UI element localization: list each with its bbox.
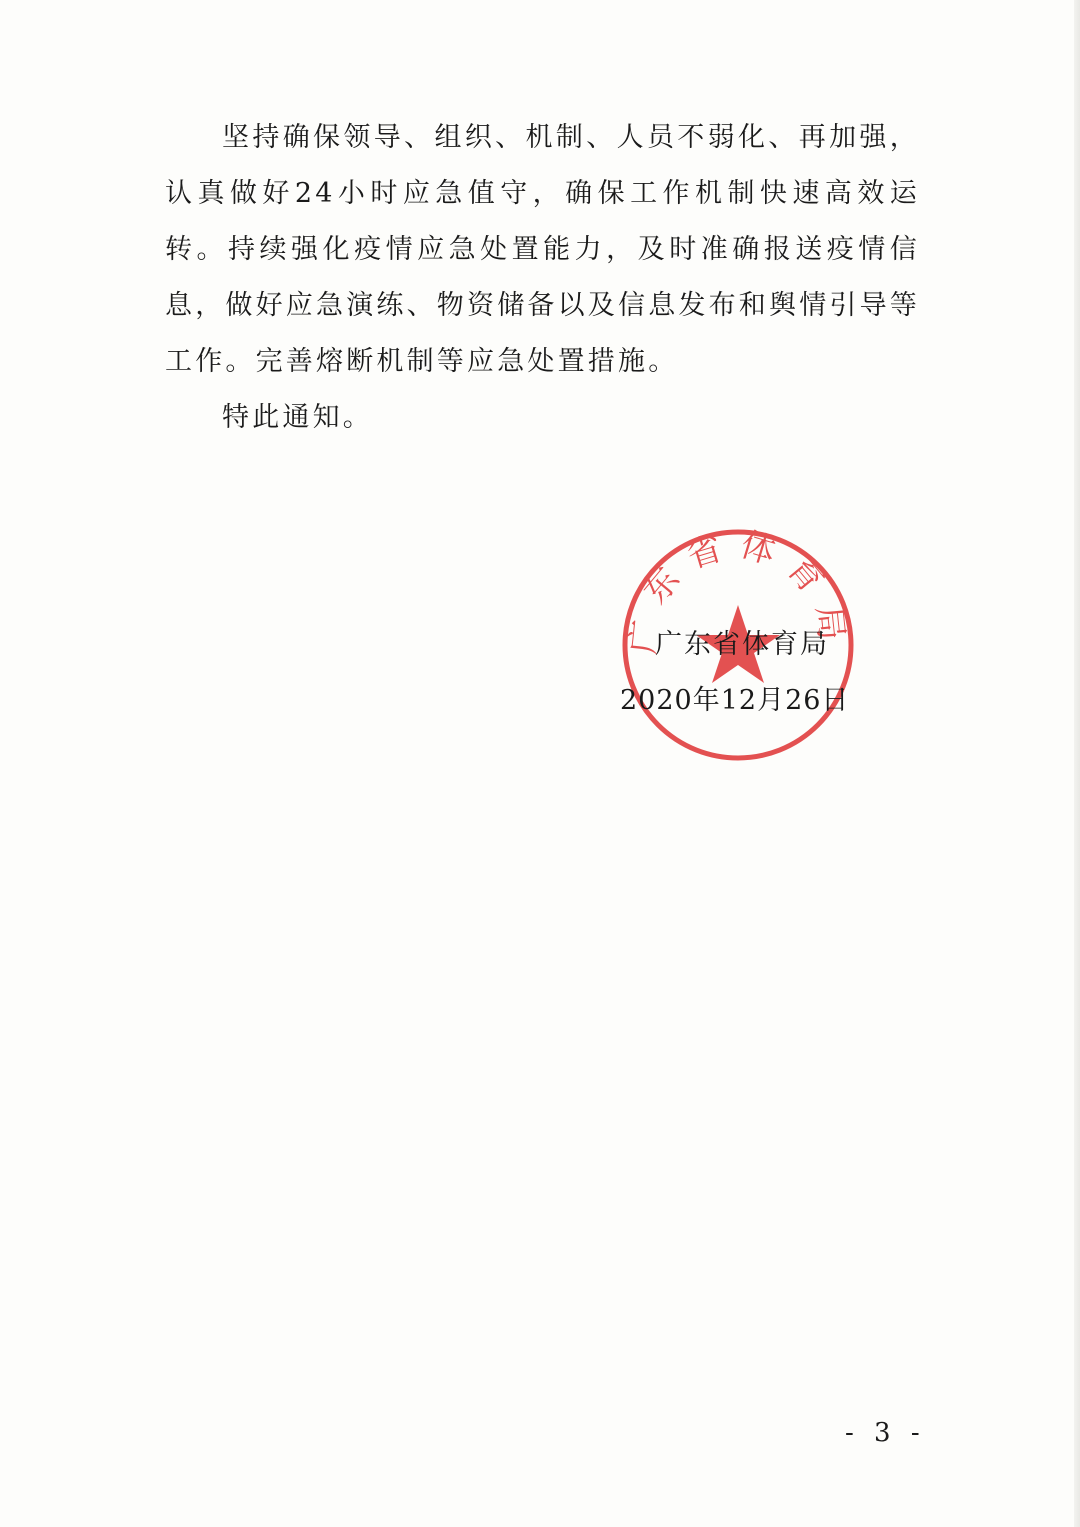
seal-text: 广东省体育局 xyxy=(623,525,853,656)
signature-date: 2020年12月26日 xyxy=(620,685,850,716)
signature-organization: 广东省体育局 xyxy=(655,629,829,660)
page-number: - 3 - xyxy=(845,1418,926,1448)
body-paragraph: 坚持确保领导、组织、机制、人员不弱化、再加强，认真做好24小时应急值守，确保工作机制快速高效运转。持续强化疫情应急处置能力，及时准确报送疫情信息，做好应急演练、物资储备以及信息发布和舆情引导等工作。完善熔断机制等应急处置措施。 xyxy=(165,122,920,377)
scan-edge-shadow xyxy=(1074,0,1080,1527)
document-body xyxy=(165,110,920,446)
closing-statement: 特此通知。 xyxy=(222,402,373,433)
